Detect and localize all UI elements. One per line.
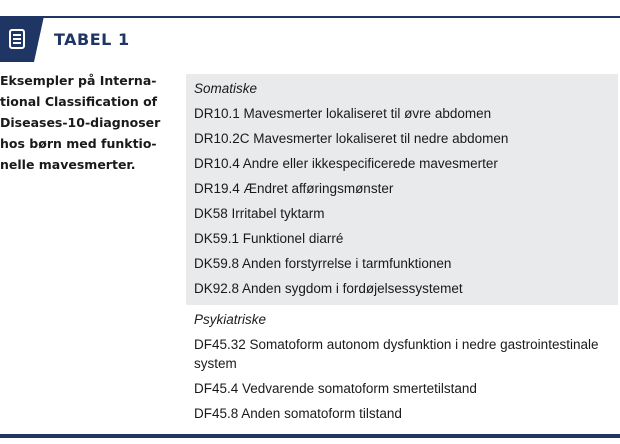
diagnosis-row: DK59.8 Anden forstyrrelse i tarmfunktionen [194, 256, 452, 271]
section-heading: Psykiatriske [194, 312, 267, 327]
bottom-rule [0, 434, 620, 438]
diagnosis-row: DF45.32 Somatoform autonom dysfunktion i nedre gastrointestinale system [194, 337, 599, 371]
section-psykiatriske [186, 305, 618, 430]
diagnosis-row: DF45.8 Anden somatoform tilstand [194, 406, 402, 421]
diagnosis-row: DK58 Irritabel tyktarm [194, 206, 325, 221]
diagnosis-row: DK59.1 Funktionel diarré [194, 231, 344, 246]
diagnosis-row: DR19.4 Ændret afføringsmønster [194, 181, 394, 196]
document-list-icon [9, 29, 25, 49]
table-title: TABEL 1 [54, 29, 130, 49]
diagnosis-row: DR10.1 Mavesmerter lokaliseret til øvre abdomen [194, 106, 492, 121]
diagnosis-row: DF45.4 Vedvarende somatoform smertetilstand [194, 381, 477, 396]
table-header [0, 16, 130, 62]
diagnosis-row: DK92.8 Anden sygdom i fordøjelsessystemet [194, 281, 463, 296]
icon-badge [0, 16, 34, 62]
diagnosis-row: DR10.2C Mavesmerter lokaliseret til nedre abdomen [194, 131, 509, 146]
section-heading: Somatiske [194, 81, 258, 96]
section-somatiske [186, 74, 618, 305]
diagnosis-table [186, 74, 618, 430]
table-caption: Eksempler på Interna- tional Classification of Diseases-10-diagnoser hos børn med funktio- nelle mavesmerter. [0, 73, 161, 172]
diagnosis-row: DR10.4 Andre eller ikkespecificerede mavesmerter [194, 156, 498, 171]
